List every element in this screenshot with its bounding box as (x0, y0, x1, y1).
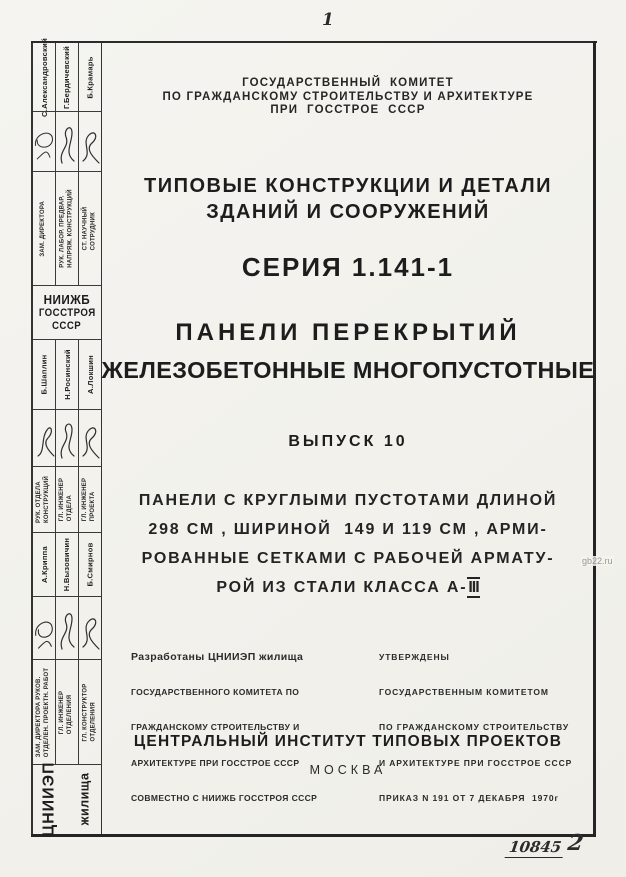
stamp-names-row-2 (33, 340, 101, 410)
stamp-name: Н.Вызовичин (62, 537, 72, 592)
stamp-names-row-3 (33, 533, 101, 597)
description-line: ПАНЕЛИ С КРУГЛЫМИ ПУСТОТАМИ ДЛИНОЙ (138, 492, 558, 509)
committee-line: ПО ГРАЖДАНСКОМУ СТРОИТЕЛЬСТВУ И АРХИТЕКТУРЕ (162, 90, 534, 103)
signature-icon (79, 414, 101, 462)
org-label: СССР (52, 320, 82, 332)
developed-line: ГОСУДАРСТВЕННОГО КОМИТЕТА ПО (131, 686, 300, 697)
stamp-name: А.Криппа (39, 546, 49, 583)
org-label: ГОССТРОЯ (38, 307, 96, 319)
stamp-name: Б.Шаплин (39, 354, 49, 395)
stamp-title: РУК. ЛАБОР. ПРЕДВАР. НАПРЯЖ. КОНСТРУКЦИЙ (59, 189, 73, 268)
stamp-org-niizhb (33, 286, 101, 340)
stamp-signature-cell (56, 112, 79, 171)
signature-icon (79, 603, 101, 653)
approved-by-block (379, 628, 593, 829)
committee-name (103, 77, 593, 118)
stamp-signature-cell (56, 410, 79, 466)
org-label-cell (33, 761, 67, 837)
city-name: МОСКВА (309, 763, 387, 777)
approved-line: ПО ГРАЖДАНСКОМУ СТРОИТЕЛЬСТВУ (379, 722, 570, 733)
steel-class-roman: III (468, 579, 479, 596)
stamp-signature-cell (33, 597, 56, 659)
stamp-title-cell (33, 467, 56, 532)
stamp-title-cell (79, 660, 101, 764)
stamp-title: ГЛ. ИНЖЕНЕР ПРОЕКТА (82, 477, 96, 522)
frame-border-right (593, 41, 596, 836)
inventory-number: 10845 (505, 838, 566, 858)
signature-icon (56, 414, 78, 462)
developed-line: ГРАЖДАНСКОМУ СТРОИТЕЛЬСТВУ И (131, 722, 300, 733)
stamp-signature-cell (56, 597, 79, 659)
stamp-name: Г.Бердичевский (62, 45, 72, 109)
stamp-title-cell (79, 172, 101, 285)
stamp-names-row-1 (33, 37, 101, 117)
stamp-name: А.Локшин (85, 355, 95, 394)
stamp-signature-cell (79, 597, 101, 659)
description-line: РОЙ ИЗ СТАЛИ КЛАССА А-III (216, 579, 479, 596)
stamp-name-cell (33, 533, 56, 596)
description-line: 298 СМ , ШИРИНОЙ 149 И 119 СМ , АРМИ- (148, 521, 548, 538)
description-paragraph (103, 486, 593, 602)
doc-type-title (103, 173, 593, 225)
stamp-signatures-row-2 (33, 410, 101, 467)
stamp-signatures-row-3 (33, 597, 101, 660)
approved-line: ПРИКАЗ N 191 ОТ 7 ДЕКАБРЯ 1970г (379, 793, 559, 804)
stamp-sidebar (31, 37, 102, 837)
stamp-name: Н.Росинский (62, 349, 72, 400)
doc-type-line: ЗДАНИЙ И СООРУЖЕНИЙ (206, 201, 490, 223)
stamp-title: РУК. ОТДЕЛА КОНСТРУКЦИЙ (36, 475, 51, 524)
subject-title-line1: ПАНЕЛИ ПЕРЕКРЫТИЙ (175, 319, 521, 346)
approved-line: ГОСУДАРСТВЕННЫМ КОМИТЕТОМ (379, 686, 549, 697)
developed-line: АРХИТЕКТУРЕ ПРИ ГОССТРОЕ СССР (131, 757, 300, 768)
stamp-name-cell (33, 37, 56, 117)
stamp-title: ЗАМ. ДИРЕКТОРА (40, 200, 47, 257)
stamp-name-cell (56, 43, 79, 111)
stamp-titles-row-3 (33, 660, 101, 765)
stamp-signature-cell (79, 112, 101, 171)
stamp-title-cell (33, 660, 56, 764)
institute-name: ЦЕНТРАЛЬНЫЙ ИНСТИТУТ ТИПОВЫХ ПРОЕКТОВ (133, 733, 563, 750)
signature-icon (33, 602, 55, 654)
stamp-name-cell (33, 340, 56, 409)
stamp-title-cell (56, 467, 79, 532)
frame-border-bottom (31, 834, 596, 837)
signature-icon (33, 414, 55, 462)
stamp-name: Б.Смирнов (85, 542, 95, 587)
approved-line: И АРХИТЕКТУРЕ ПРИ ГОССТРОЕ СССР (379, 757, 573, 768)
page-number: 1 (322, 10, 334, 30)
stamp-title: ГЛ. КОНСТРУКТОР ОТДЕЛЕНИЯ (82, 683, 96, 741)
stamp-title: ГЛ. ИНЖЕНЕР ОТДЕЛА (59, 477, 73, 522)
stamp-title: ГЛ. ИНЖЕНЕР ОТДЕЛЕНИЯ (59, 690, 73, 734)
stamp-name-cell (79, 43, 101, 111)
developed-line: СОВМЕСТНО С НИИЖБ ГОССТРОЯ СССР (131, 793, 318, 804)
sheet-number: 2 (566, 830, 586, 856)
subject-title-line2: ЖЕЛЕЗОБЕТОННЫЕ МНОГОПУСТОТНЫЕ (101, 357, 595, 383)
committee-line: ПРИ ГОССТРОЕ СССР (270, 104, 426, 116)
stamp-name: Б.Крамарь (85, 55, 95, 99)
org-label: НИИЖБ (43, 292, 91, 307)
signature-icon (56, 603, 78, 653)
org-label: ЦНИИЭП (41, 761, 58, 837)
approved-line: УТВЕРЖДЕНЫ (379, 651, 450, 662)
org-label-cell (67, 765, 101, 833)
issue-label: ВЫПУСК 10 (288, 433, 408, 450)
developed-by-block (131, 628, 361, 829)
stamp-title: СТ. НАУЧНЫЙ СОТРУДНИК (82, 206, 96, 251)
signature-icon (33, 116, 55, 168)
stamp-signature-cell (33, 112, 56, 171)
description-line: РОВАННЫЕ СЕТКАМИ С РАБОЧЕЙ АРМАТУ- (141, 550, 555, 567)
stamp-name-cell (56, 533, 79, 596)
watermark: gb22.ru (582, 556, 613, 566)
signature-icon (79, 117, 101, 167)
stamp-name: С.Александровский (39, 37, 49, 117)
developed-line: Разработаны ЦНИИЭП жилища (131, 650, 304, 663)
stamp-name-cell (56, 340, 79, 409)
stamp-name-cell (79, 533, 101, 596)
stamp-title: ЗАМ. ДИРЕКТОРА РУКОВ. ОТДЕЛЕН. ПРОЕКТН. РАБОТ (36, 667, 51, 757)
org-label: жилища (77, 772, 92, 826)
stamp-signature-cell (79, 410, 101, 466)
stamp-signatures-row-1 (33, 112, 101, 172)
committee-line: ГОСУДАРСТВЕННЫЙ КОМИТЕТ (242, 77, 454, 89)
stamp-title-cell (56, 172, 79, 285)
stamp-signature-cell (33, 410, 56, 466)
main-content (103, 43, 593, 834)
signature-icon (56, 117, 78, 167)
stamp-title-cell (33, 172, 56, 285)
stamp-title-cell (79, 467, 101, 532)
stamp-titles-row-1 (33, 172, 101, 286)
stamp-org-tsniiep (33, 761, 101, 837)
stamp-titles-row-2 (33, 467, 101, 533)
series-title: СЕРИЯ 1.141-1 (241, 252, 455, 282)
doc-type-line: ТИПОВЫЕ КОНСТРУКЦИИ И ДЕТАЛИ (143, 175, 553, 197)
stamp-title-cell (56, 660, 79, 764)
